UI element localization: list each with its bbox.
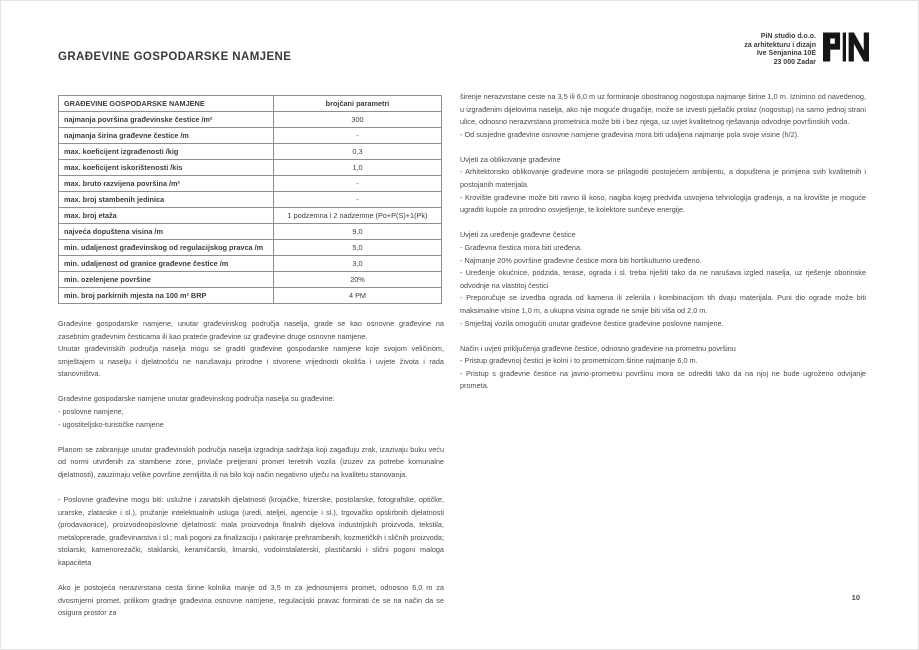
text-block [460, 343, 866, 393]
page-title: GRAĐEVINE GOSPODARSKE NAMJENE [58, 51, 292, 63]
parameter-label: min. udaljenost građevinskog od regulacijskog pravca /m [59, 240, 274, 256]
parameter-label: najmanja površina građevinske čestice /m² [59, 112, 274, 128]
address-line: za arhitekturu i dizajn [744, 41, 816, 49]
table-row [59, 256, 442, 272]
text-block [58, 393, 444, 431]
parameter-value: 9,0 [274, 224, 442, 240]
studio-header [744, 26, 869, 68]
table-header-label: GRAĐEVINE GOSPODARSKE NAMJENE [59, 96, 274, 112]
paragraph: - poslovne namjene, [58, 407, 124, 417]
paragraph: - Pristup s građevne čestice na javno-prometnu površinu mora se odrediti tako da na njoj ne bude ugroženo odvijanje prometa. [460, 368, 866, 391]
paragraph: - Krovište građevine može biti ravno ili koso, nagiba kojeg predviđa usvojena tehnologija građenja, a na krovište je moguće ugraditi kupole za prirodno osvjetljenje, te kolektore sunčeve energije. [460, 192, 866, 215]
table-row [59, 224, 442, 240]
parameters-table-body [59, 112, 442, 304]
address-line: PiN studio d.o.o. [760, 33, 816, 40]
parameter-value: 3,0 [274, 256, 442, 272]
text-block [460, 229, 866, 330]
paragraph: - Arhitektonsko oblikovanje građevine mora se prilagoditi postojećem ambijentu, a dopuštena je primjena svih kvalitetnih i postojanih materijala. [460, 167, 866, 190]
paragraph: Građevine gospodarske namjene, unutar građevinskog područja naselja, grade se kao osnovne građevine na zasebnim građevnim česticama ili kao prateće građevine uz građevine druge osnovne namjene. [58, 319, 444, 341]
content-columns [58, 91, 866, 632]
parameter-label: min. broj parkirnih mjesta na 100 m² BRP [59, 288, 274, 304]
text-block [58, 444, 444, 482]
paragraph: - Poslovne građevine mogu biti: uslužne i zanatskih djelatnosti (krojačke, frizerske, postolarske, fotografske, optičke, urarske, zlatarske i sl.), pružanje intelektualnih usluga (uredi, ateljei, agencije i sl.), trgovačko opskrbnih djelatnosti (prodavaonice), proizvodnoposlovne djelatnosti: mala proizvodnja finalnih dijelova industrijskih proizvoda, tekstila, metaloprerade, građevinarstva i sl.; mali pogoni za finalizaciju i pakiranje prehrambenih, kozmetičkih i sličnih proizvoda; stolarski, kamenorezački, staklarski, keramičarski, limarski, vodoinstalaterski, plastičarski i slični pogoni maloga kapaciteta [58, 495, 444, 567]
parameter-value: 5,0 [274, 240, 442, 256]
text-block [460, 91, 866, 141]
paragraph: Uvjeti za oblikovanje građevine [460, 154, 561, 164]
parameter-value: 20% [274, 272, 442, 288]
paragraph: Ako je postojeća nerazvrstana cesta širine kolnika manje od 3,5 m za jednosmjerni promet, odnosno 6,0 m za dvosmjerni promet, prilikom gradnje građevina osnovne namjene, regulacijski pravac formirati će se na način da se osigura prostor za [58, 583, 444, 618]
parameter-value: - [274, 192, 442, 208]
parameter-label: najveća dopuštena visina /m [59, 224, 274, 240]
right-column [460, 91, 866, 632]
parameter-label: max. koeficijent iskorištenosti /kis [59, 160, 274, 176]
parameter-label: min. udaljenost od granice građevne čestice /m [59, 256, 274, 272]
text-block [58, 494, 444, 570]
table-header-row [59, 96, 442, 112]
table-row [59, 144, 442, 160]
text-block [58, 582, 444, 620]
parameters-table [58, 95, 442, 304]
parameter-label: min. ozelenjene površine [59, 272, 274, 288]
parameter-value: 4 PM [274, 288, 442, 304]
page-number: 10 [851, 593, 860, 602]
paragraph: Unutar građevinskih područja naselja mogu se graditi građevine gospodarske namjene koje svojom veličinom, smještajem u naselju i djelatnošću ne narušavaju prirodne i stvorene vrijednosti okoliša i uvjete života i rada stanovništva. [58, 344, 444, 379]
paragraph: - Smještaj vozila omogućiti unutar građevne čestice građevine poslovne namjene. [460, 318, 724, 328]
parameter-label: max. broj stambenih jedinica [59, 192, 274, 208]
text-block [58, 318, 444, 381]
paragraph: Uvjeti za uređenje građevne čestice [460, 230, 576, 240]
table-row [59, 192, 442, 208]
paragraph: - Uređenje okućnice, podzida, terase, ograda i sl. treba riješiti tako da ne narušava izgled naselja, uz rješenje oborinske odvodnje na vlastitoj čestici [460, 268, 866, 290]
table-row [59, 288, 442, 304]
paragraph: širenje nerazvrstane ceste na 3,5 ili 6,0 m uz formiranje obostranog nogostupa najmanje širine 1,0 m. Iznimno od navedenog, u izgrađenim dijelovima naselja, ako nije moguće drugačije, može se izvesti pješački prolaz (nogostup) na samo jednoj strani ulice, odnosno nerazvrstana prometnica može biti i bez njega, uz uvjet kvalitetnog rješavanja odvodnje površinskih voda. [460, 92, 866, 127]
table-row [59, 240, 442, 256]
paragraph: - Građevna čestica mora biti uređena. [460, 242, 583, 252]
parameter-label: max. koeficijent izgrađenosti /kig [59, 144, 274, 160]
parameter-value: - [274, 176, 442, 192]
table-row [59, 208, 442, 224]
parameter-label: najmanja širina građevne čestice /m [59, 128, 274, 144]
parameter-value: 300 [274, 112, 442, 128]
paragraph: - Najmanje 20% površine građevne čestice mora biti hortikulturno uređeno. [460, 255, 702, 265]
paragraph: Građevine gospodarske namjene unutar građevinskog područja naselja su građevine: [58, 394, 335, 404]
address-line: Ive Senjanina 10E [756, 50, 816, 57]
pin-studio-logo-icon [823, 26, 869, 68]
table-header-value: brojčani parametri [274, 96, 442, 112]
paragraph: Način i uvjeti priključenja građevne čestice, odnosno građevine na prometnu površinu [460, 343, 736, 353]
paragraph: - Pristup građevnoj čestici je kolni i to prometnicom širine najmanje 6,0 m. [460, 356, 698, 366]
left-column [58, 91, 444, 632]
table-row [59, 112, 442, 128]
table-row [59, 176, 442, 192]
parameter-value: - [274, 128, 442, 144]
paragraph: - ugostiteljsko-turističke namjene [58, 419, 164, 429]
table-row [59, 272, 442, 288]
paragraph: Planom se zabranjuje unutar građevinskih područja naselja izgradnja sadržaja koji zagađuju zrak, izazivaju buku veću od normi utvrđenih za stambene zone, privlače pretjerani promet teretnih vozila (izuzev za potrebe komunalne djelatnosti), zauzimaju velike površine zemljišta ili na bilo koji način negativno utječu na kvalitetu stanovanja. [58, 444, 444, 479]
left-column-blocks [58, 318, 444, 620]
address-line: 23 000 Zadar [773, 58, 816, 66]
parameter-value: 0,3 [274, 144, 442, 160]
studio-address [744, 33, 816, 68]
parameter-value: 1 podzemna i 2 nadzemne (Po+P(S)+1(Pk) [274, 208, 442, 224]
text-block [460, 154, 866, 217]
table-row [59, 128, 442, 144]
parameter-label: max. bruto razvijena površina /m² [59, 176, 274, 192]
parameter-value: 1,0 [274, 160, 442, 176]
paragraph: - Od susjedne građevine osnovne namjene građevina mora biti udaljena najmanje pola svoje visine (h/2). [460, 129, 800, 139]
parameter-label: max. broj etaža [59, 208, 274, 224]
paragraph: - Preporučuje se izvedba ograda od kamena ili zelenila i kombinacijom tih dvaju materijala. Puni dio ograde može biti maksimalne visine 1,0 m, a ukupna visina ograde ne smije biti viša od 2,0 m. [460, 293, 866, 315]
table-row [59, 160, 442, 176]
right-column-blocks [460, 91, 866, 393]
